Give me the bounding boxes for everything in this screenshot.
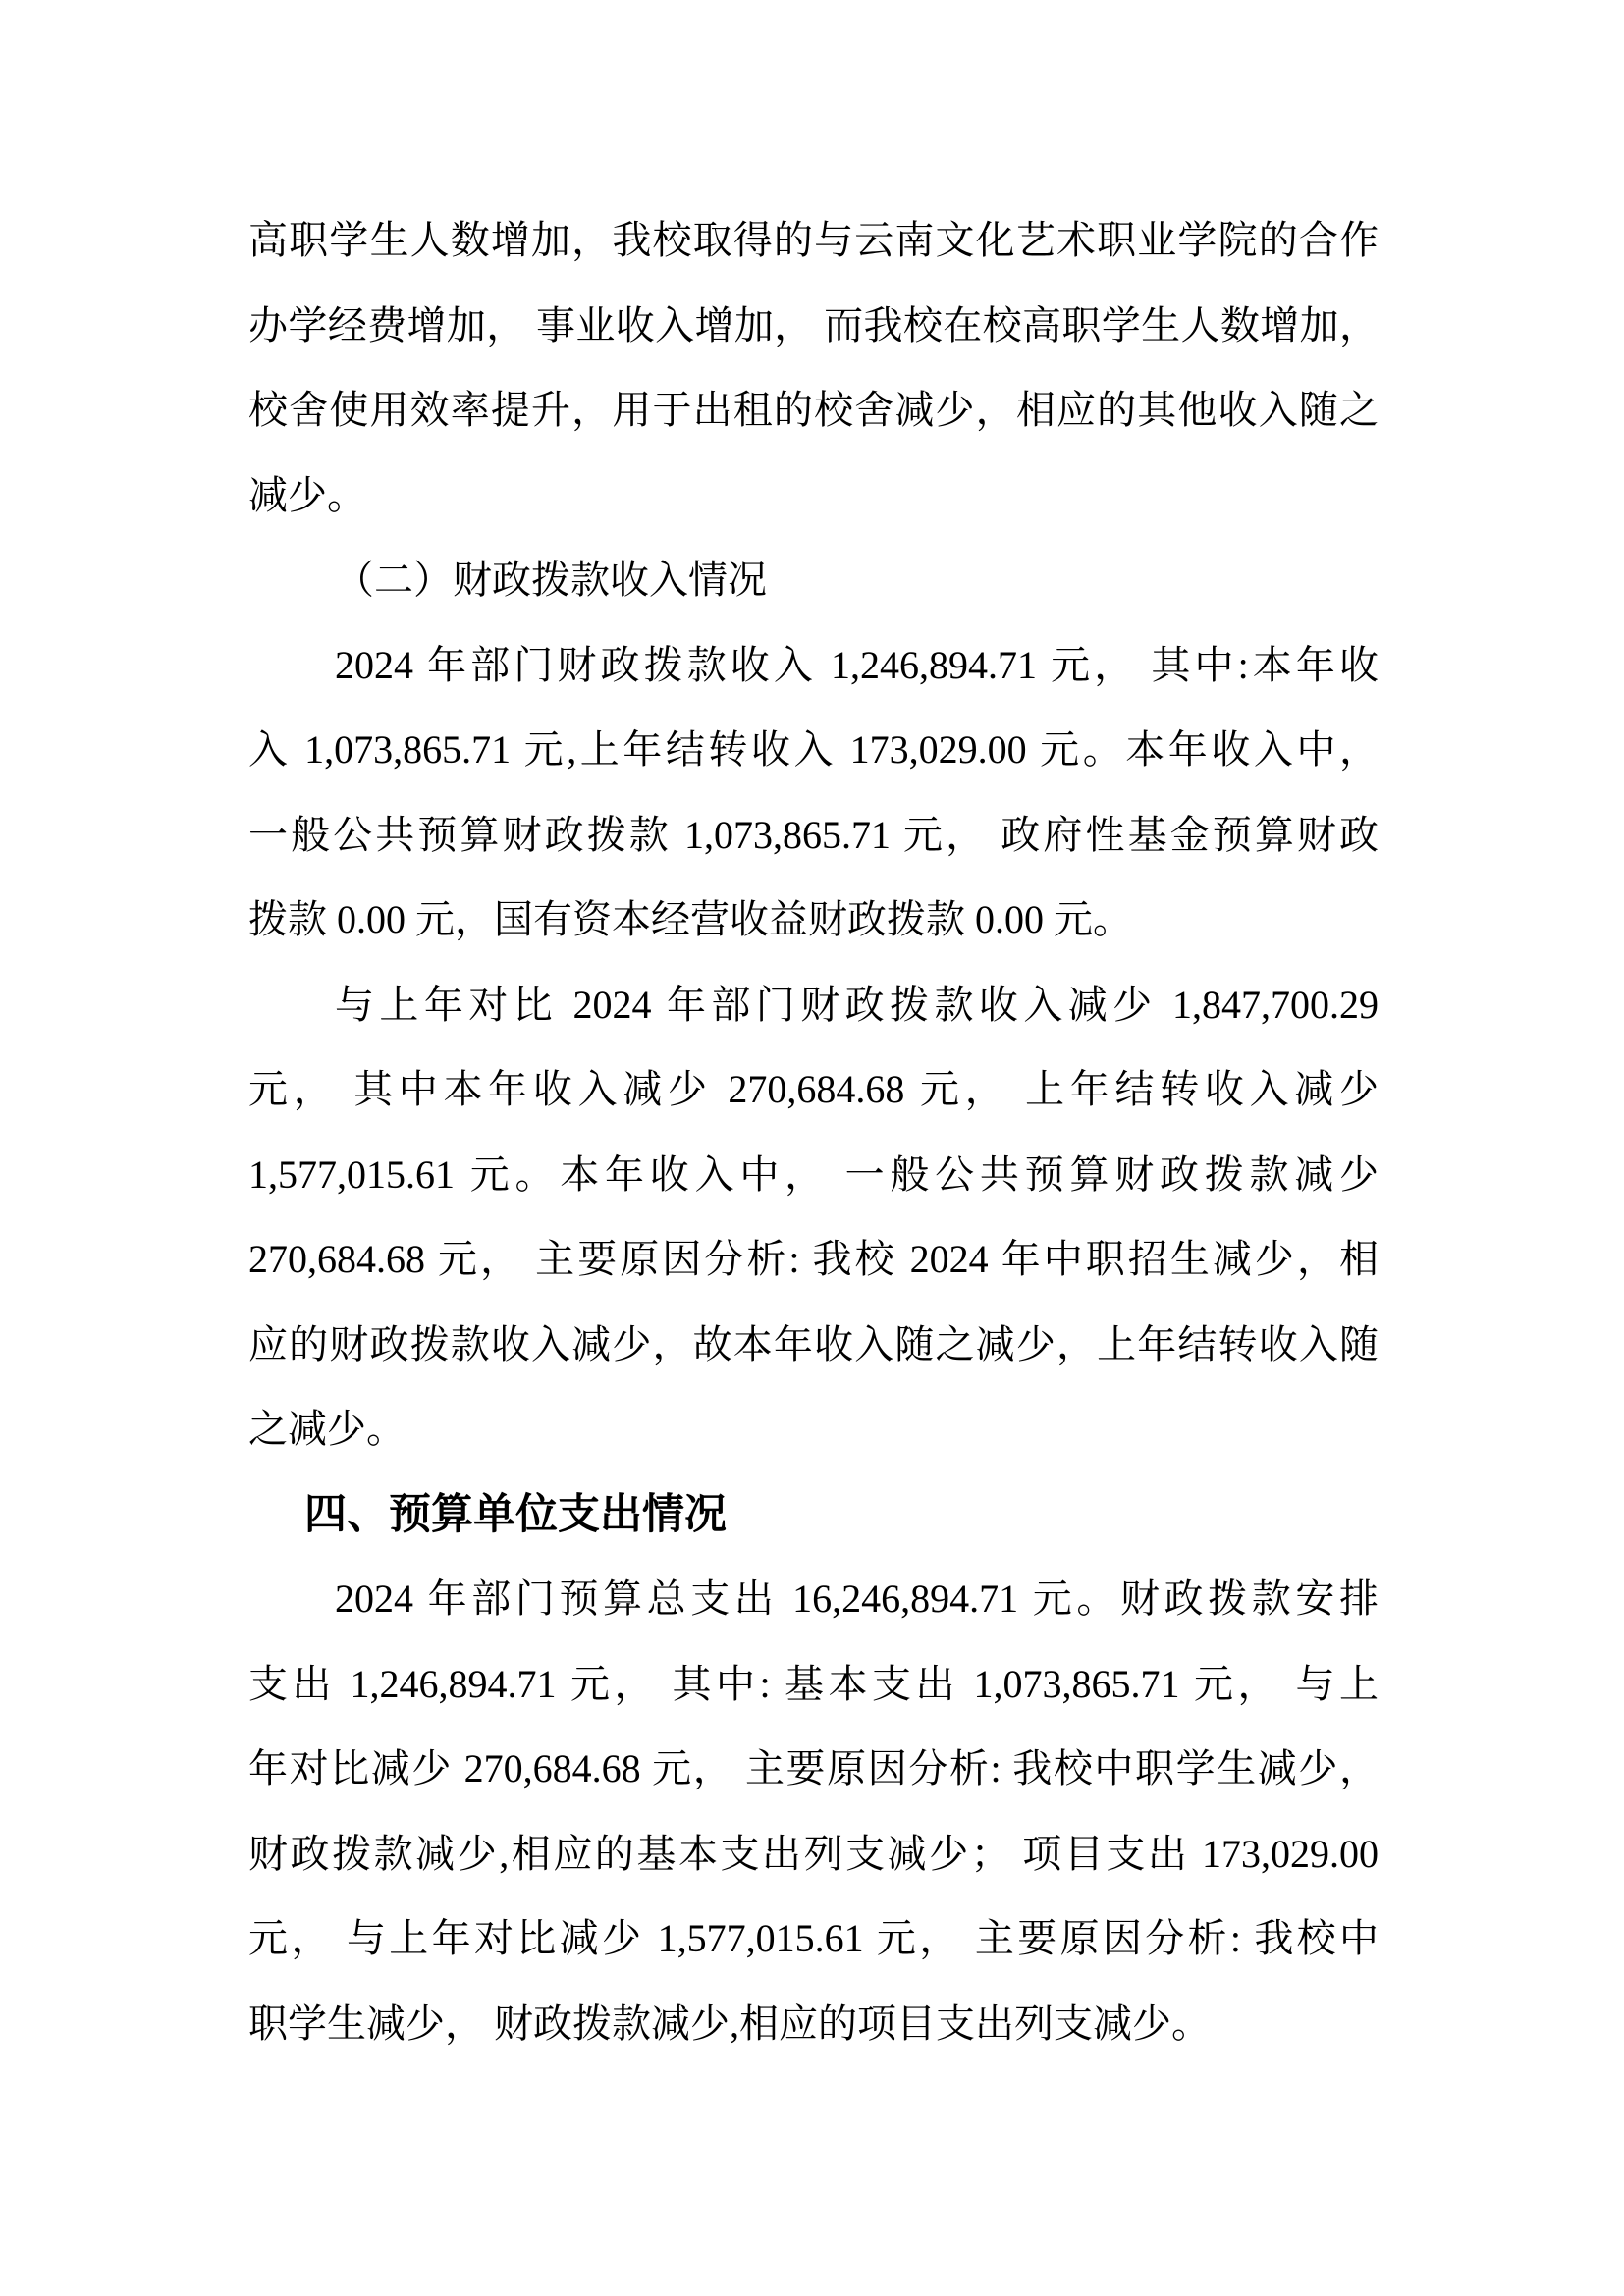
paragraph-fiscal-income (248, 623, 1379, 963)
text-line: 入 1,073,865.71 元,上年结转收入 173,029.00 元。本年收入中， (248, 727, 1379, 772)
paragraph-expenditure (248, 1557, 1379, 2066)
text-line: 拨款 0.00 元，国有资本经营收益财政拨款 0.00 元。 (248, 897, 1132, 941)
text-line: 2024 年部门预算总支出 16,246,894.71 元。财政拨款安排 (335, 1576, 1379, 1621)
text-line: 职学生减少， 财政拨款减少,相应的项目支出列支减少。 (248, 2001, 1211, 2046)
text-line: 年对比减少 270,684.68 元， 主要原因分析: 我校中职学生减少， (248, 1746, 1379, 1790)
text-line: 减少。 (248, 472, 366, 517)
text-line: 与上年对比 2024 年部门财政拨款收入减少 1,847,700.29 (335, 982, 1379, 1027)
text-line: 办学经费增加， 事业收入增加， 而我校在校高职学生人数增加， (248, 302, 1379, 347)
text-line: 270,684.68 元， 主要原因分析: 我校 2024 年中职招生减少，相 (248, 1237, 1379, 1281)
paragraph-carryover (248, 198, 1379, 538)
text-line: 支出 1,246,894.71 元， 其中: 基本支出 1,073,865.71 元， 与上 (248, 1661, 1379, 1706)
text-line: 之减少。 (248, 1407, 406, 1451)
text-line: 元， 与上年对比减少 1,577,015.61 元， 主要原因分析: 我校中 (248, 1916, 1379, 1960)
subsection-heading-text: （二）财政拨款收入情况 (335, 558, 767, 602)
page-body (248, 198, 1379, 2066)
text-line: 校舍使用效率提升，用于出租的校舍减少，相应的其他收入随之 (248, 388, 1379, 432)
section-heading-expenditure (248, 1472, 1379, 1558)
text-line: 元， 其中本年收入减少 270,684.68 元， 上年结转收入减少 (248, 1067, 1379, 1111)
text-line: 1,577,015.61 元。本年收入中， 一般公共预算财政拨款减少 (248, 1151, 1379, 1197)
text-line: 一般公共预算财政拨款 1,073,865.71 元， 政府性基金预算财政 (248, 812, 1379, 857)
subsection-heading-fiscal-income (248, 538, 1379, 623)
section-heading-text: 四、预算单位支出情况 (304, 1490, 727, 1538)
text-line: 应的财政拨款收入减少，故本年收入随之减少，上年结转收入随 (248, 1321, 1379, 1366)
paragraph-yoy-comparison (248, 963, 1379, 1472)
text-line: 2024 年部门财政拨款收入 1,246,894.71 元， 其中:本年收 (335, 642, 1379, 687)
text-line: 财政拨款减少,相应的基本支出列支减少； 项目支出 173,029.00 (248, 1831, 1379, 1876)
text-line: 高职学生人数增加，我校取得的与云南文化艺术职业学院的合作 (248, 218, 1379, 262)
